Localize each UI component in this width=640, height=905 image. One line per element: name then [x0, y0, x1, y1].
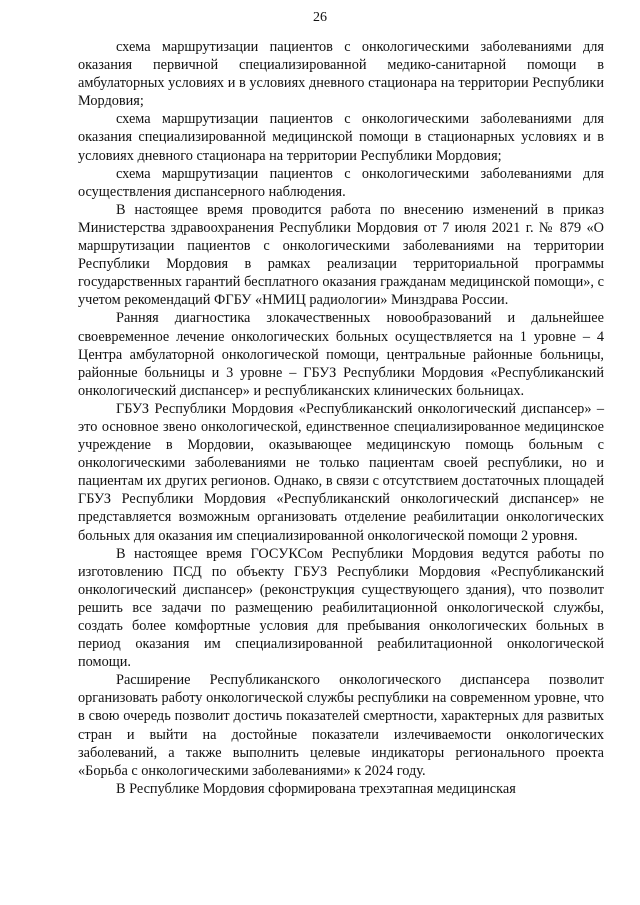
page-number: 26: [313, 10, 327, 25]
document-body: [78, 38, 604, 798]
paragraph: Расширение Республиканского онкологического диспансера позволит организовать работу онкологической службы республики на современном уровне, что в свою очередь позволит достичь показателей смертности, характерных для развитых стран и выйти на достойные показатели излечиваемости онкологических заболеваний, а также выполнить целевые индикаторы регионального проекта «Борьба с онкологическими заболеваниями» к 2024 году.: [78, 672, 604, 779]
paragraph: схема маршрутизации пациентов с онкологическими заболеваниями для осуществления диспансерного наблюдения.: [78, 165, 604, 200]
paragraph: В настоящее время проводится работа по внесению изменений в приказ Министерства здравоохранения Республики Мордовия от 7 июля 2021 г. № 879 «О маршрутизации пациентов с онкологическими заболеваниями на территории Республики Мордовия в рамках реализации территориальной программы государственных гарантий бесплатного оказания гражданам медицинской помощи», с учетом рекомендаций ФГБУ «НМИЦ радиологии» Минздрава России.: [78, 201, 604, 309]
paragraph: Ранняя диагностика злокачественных новообразований и дальнейшее своевременное лечение онкологических больных осуществляется на 1 уровне – 4 Центра амбулаторной онкологической помощи, центральные районные больницы, районные больницы и 3 уровне – ГБУЗ Республики Мордовия «Республиканский онкологический диспансер» и республиканских клинических больницах.: [78, 310, 604, 399]
paragraph: В Республике Мордовия сформирована трехэтапная медицинская: [116, 780, 516, 797]
paragraph: схема маршрутизации пациентов с онкологическими заболеваниями для оказания специализированной медицинской помощи в стационарных условиях и в условиях дневного стационара на территории Республики Мордовия;: [78, 111, 604, 164]
paragraph: схема маршрутизации пациентов с онкологическими заболеваниями для оказания первичной специализированной медико-санитарной помощи в амбулаторных условиях и в условиях дневного стационара на территории Республики Мордовия;: [78, 39, 604, 110]
paragraph: ГБУЗ Республики Мордовия «Республиканский онкологический диспансер» – это основное звено онкологической, единственное специализированное медицинское учреждение в Мордовии, оказывающее медицинскую помощь больным с онкологическими заболеваниями не только пациентам своей республики, но и пациентам их других регионов. Однако, в связи с отсутствием достаточных площадей ГБУЗ Республики Мордовия «Республиканский онкологический диспансер» не представляется возможным организовать отделение реабилитации онкологических больных для оказания им специализированной онкологической помощи 2 уровня.: [78, 400, 604, 544]
paragraph: В настоящее время ГОСУКСом Республики Мордовия ведутся работы по изготовлению ПСД по объекту ГБУЗ Республики Мордовия «Республиканский онкологический диспансер» (реконструкция существующего здания), что позволит решить все задачи по размещению реабилитационной онкологической службы, создать более комфортные условия для пребывания онкологических больных в период оказания им специализированной реабилитационной онкологической помощи.: [78, 545, 604, 671]
